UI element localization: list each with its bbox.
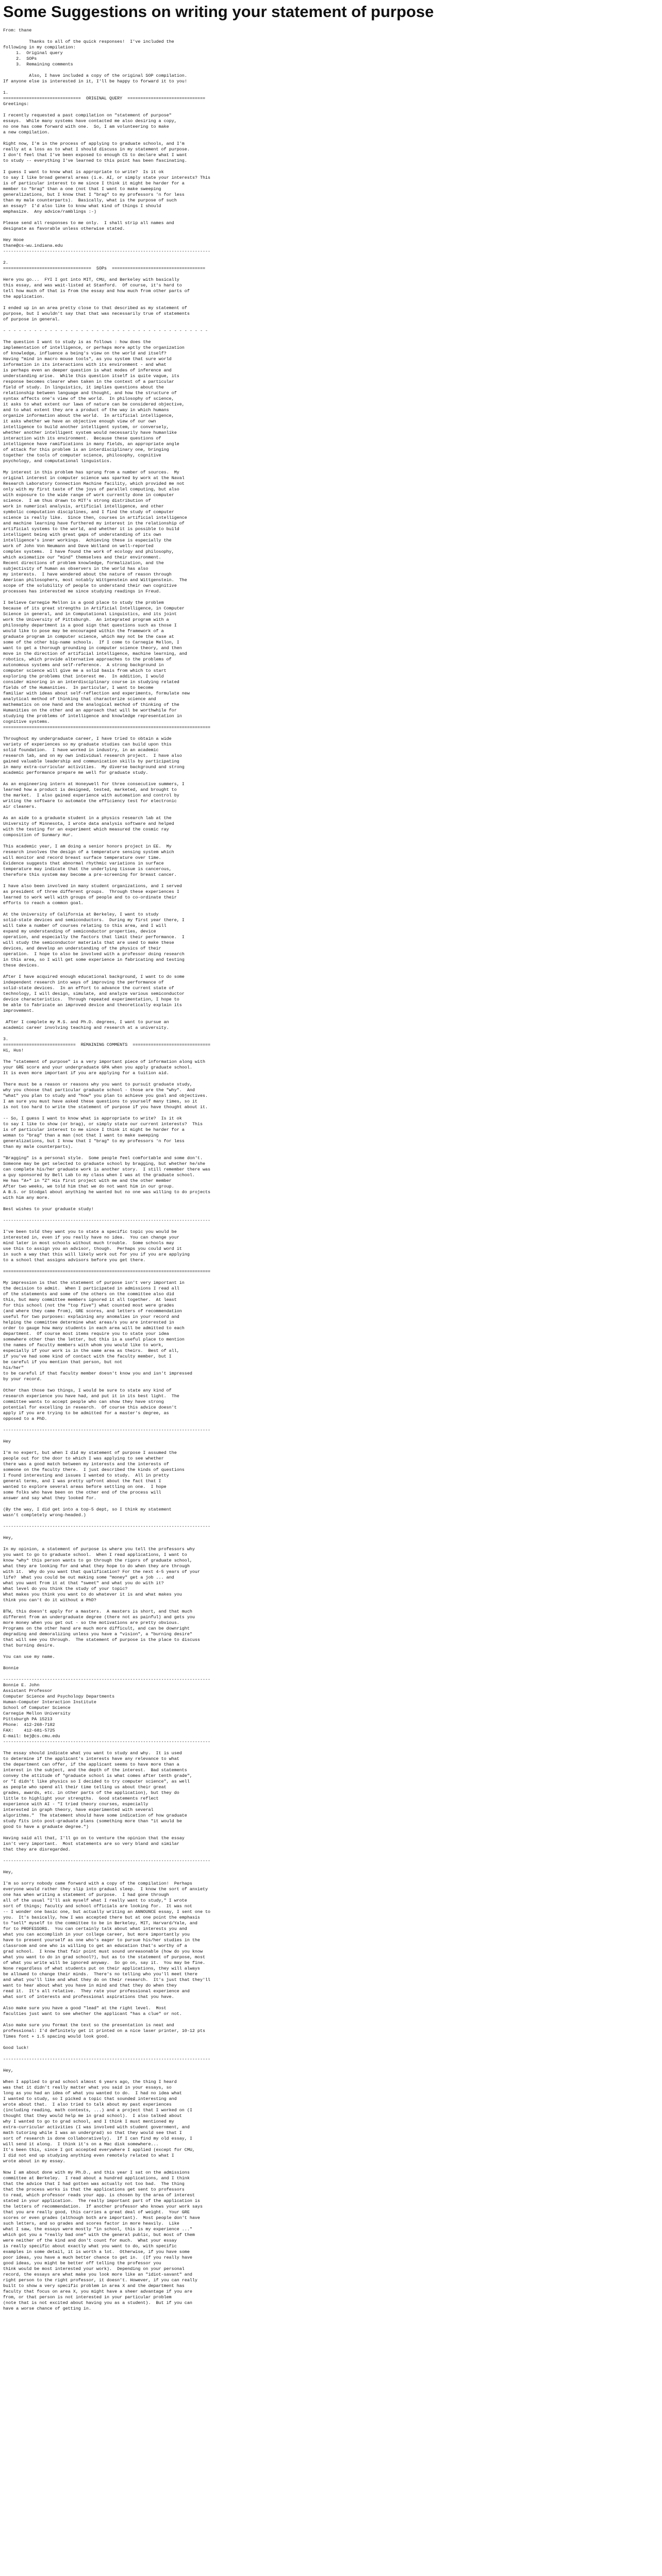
document-body-part-3: to be careful if that faculty member doesn't know you and isn't impressed by your record. Other than those two things, I would be sure to state any kind of research experience you have had, and put it in its best light. The committee wants to accept people who can show they have strong potential for excelling in research. Of course this advice doesn't apply if you are trying to be admitted for a master's degree, as opposed to a PhD. -------------------------------------------------------------------------------- Hey I'm no expert, but when I did my statement of purpose I assumed the people out for the door to which I was applying to see whether there was a good match between my interests and the interests of someone on the faculty there. I just described the kinds of questions I found interesting and issues I wanted to study. All in pretty general terms, and I was pretty upfront about the fact that I wanted to explore several areas before settling on one. I hope some folks who have been on the other end of the process will answer and say what they looked for. (By the way, I did get into a top-5 dept, so I think my statement wasn't completely wrong-headed.) -------------------------------------------------------------------------------- Hey, In my opinion, a statement of purpose is where you tell the professors why you want to go to graduate school. When I read applications, I want to know *why* this person wants to go through the rigors of graduate school, what they are looking for and what they hope to do when they are through with it. Why do you want that qualification? For the next 4-5 years of your life? What you could be out making some "money" get a job ... and what you want from it at that "sweet" and what you do with it? What level do you think the study of your topic? What makes you think you want to do whatever it is and what makes you think you can't do it without a PhD? BTW, this doesn't apply for a masters. A masters is short, and that much different from an undergraduate degree (there not as painful) and gets you more money when you get out - so the motivations are pretty obvious. Programs on the other hand are much more difficult, and can be downright degrading and demoralizing unless you have a "vision", a "burning desire" that will see you through. The statement of purpose is the place to discuss that burning desire. You can use my name. Bonnie -------------------------------------------------------------------------------- Bonnie E. John Assistant Professor Computer Science and Psychology Departments Human-Computer Interaction Institute School of Computer Science Carnegie Mellon University Pittsburgh PA 15213 Phone: 412-268-7182 FAX: 412-681-5725 E-mail: bej@cs.cmu.edu -------------------------------------------------------------------------------- The essay should indicate what you want to study and why. It is used to determine if the applicant's interests have any relevance to what the department can offer, if the applicant seems to have more than a interest in the subject, and the depth of the interest. Bad statements convey the attitude of "graduate school is what comes after tenth grade", or "I didn't like physics so I decided to try computer science", as well as people who spend all their time telling us about their great grades, awards, etc. in other parts of the application), but they do little to highlight your strengths. Good statements reflect experience with AI - "I tried theory courses, especially interested in graph theory, have experimented with several algorithms." The statement should have some indication of how graduate study fits into post-graduate plans (something more than "it would be good to have a graduate degree.") Having said all that, I'll go on to venture the opinion that the essay isn't very important. Most statements are so very bland and similar that they are disregarded. -------------------------------------------------------------------------------- Hey, I'm so sorry nobody came forward with a copy of the compilation! Perhaps everyone would rather they slip into gradual sleep. I know the sort of anxiety one has when writing a statement of purpose. I had gone through all of the usual "I'll ask myself what I really want to study," I wrote sort of things; faculty and school officials are looking for. It was not -- I wonder one basic one, but actually writing an ANNOUNCE essay, I sent one to you. It's basically, how I was accepted there but at one point the emphasis to "sell" myself to the committee to be in Berkeley, MIT, Harvard/Yale, and for to PROFESSORS. You can certainly talk about what interests you and what you can accomplish in your college career, but more importantly you have to present yourself as one who's eager to pursue his/her studies in the classroom and one who is willing to get an education that's worthy of a grad school. I know that fair point must sound unreasonable (how do you know what you want to do in grad school?), but as to the statement of purpose, most of what you write will be ignored anyway. So go on, say it. You may be fine. None regardless of what students put on their applications, they will always be allowed to change their minds. There's no telling who you'll meet there and what you'll like and what they do on their research. It's just that they'll want to hear about what you have in mind and that they do when they read it. It's all relative. They rate your professional experience and what sort of interests and professional aspirations that you have. Also make sure you have a good "lead" at the right level. Most faculties just want to see whether the applicant "has a clue" or not. Also make sure you format the text so the presentation is neat and professional: I'd definitely get it printed on a nice laser printer, 10-12 pts Times font + 1.5 spacing would look good. Good luck! -------------------------------------------------------------------------------- Hey, When I applied to grad school almost 6 years ago, the thing I heard was that it didn't really matter what you said in your essays, so long as you had an idea of what you wanted to do. I had no idea what I wanted to study, so I picked a topic that sounded interesting and wrote about that. I also tried to talk about my past experiences (including reading, math contests, ...) and a project that I worked on (I thought that they would help me in grad school). I also talked about why I wanted to go to grad school, and I think I must mentioned my extra-curricular activities (I was involved with student government, and math tutoring while I was an undergrad) so that they would see that I sort of research is done collaboratively). If I can find my old essay, I will send it along. I think it's on a Mac disk somewhere... It's been this, since I got accepted everywhere I applied (except for CMU, I did not end up studying anything even remotely related to what I wrote about in my essay. Now I am about done with my Ph.D., and this year I sat on the admissions committee at Berkeley. I read about a hundred applications, and I think that the advice that I had gotten was actually not too bad. The thing that the process works is that the applications get sent to professors to read, which professor reads your app. is chosen by the area of interest stated in your application. The really important part of the application is the letters of recommendation. If another professor who knows your work says that you are really good, this carries a great deal of weight. Your GRE scores or even grades (although both are important). Most people don't have such letters, and so grades and scores factor in more heavily. Like what I saw, the essays were mostly "in school, this is my experience ..." which got you a "really bad one" with the general public, but most of them were neither of the kind and don't count for much. What your essay is really specific about exactly what you want to do, with specific examples in some detail, it is worth a lot. Otherwise, if you have some poor ideas, you have a much better chance to get in. (If you really have good ideas, you might be better off telling the professor you think would be most interested your work). Depending on your personal record, the essays are what make you look more like an "idiot-savant" and right person to the right professor, it doesn't. However, if you can really built to show a very specific problem in area X and the department has faculty that focus on area X, you might have a sheer advantage if you are from, or that person is not interested in your particular problem (note that is not excited about having you as a student). But if you can have a worse chance of getting in. — [3, 1371, 211, 2311]
document-title: Some Suggestions on writing your statement of purpose — [3, 3, 434, 21]
document-body-part-1: From: thane Thanks to all of the quick responses! I've included the following in my compilation: 1. Original query 2. SOPs 3. Remaining comments Also, I have included a copy of the original SOP compilation. If anyone else is interested in it, I'll be happy to forward it to you! 1. ============================== ORIGINAL QUERY ============================== Greetings: I recently requested a past compilation on "statement of purpose" essays. While many systems have contacted me also desiring a copy, no one has come forward with one. So, I am volunteering to make a new compilation. Right now, I'm in the process of applying to graduate schools, and I'm really at a loss as to what I should discuss in my statement of purpose. I don't feel that I've been exposed to enough CS to declare what I want to study -- everything I've learned to this point has been fascinating. I guess I want to know what is appropriate to write? Is it ok to say I like broad general areas (i.e. AI, or simply state your interests? This is of particular interest to me since I think it might be harder for a member to "brag" than a one (not that I want to make sweeping generalizations, but I know that I "brag" to my professors 'n for less than my male counterparts). Basically, what is the purpose of such an essay? I'd also like to know what kind of things I should emphasize. Any advice/ramblings :-) Please send all responses to me only. I shall strip all names and designate as favorable unless otherwise stated. Hey Hooe thane@cs-wu.indiana.edu -------------------------------------------------------------------------------- 2. ================================== SOPs ==================================== Here you go... FYI I got into MIT, CMU, and Berkeley with basically this essay, and was wait-listed at Stanford. Of course, it's hard to tell how much of that is from the essay and how much from other parts of the application. I ended up in an area pretty close to that described as my statement of purpose, but I wouldn't say that that was necessarily true of statements of purpose in general. - - - - - - - - - - - - - - - - - - - - - - - - - - - - - - - - - - - - - - - - The question I want to study is as follows : how does the implementation of intelligence, or perhaps more aptly the organization of knowledge, influence a being's view on the world and itself? Having "mind in macro mouse tools", as you system that sure world information in its interactions with its environment - and what is perhaps even an deeper question is what modes of inference and understanding arise. While this question itself is quite vague, its response becomes clearer when taken in the context of a particular field of study. In linguistics, it implies questions about the relationship between language and thought, and how the structure of syntax affects one's view of the world. In philosophy of science, it asks to what extent our laws of nature can be considered objective, and to what extent they are a product of the way in which humans organize information about the world. In artificial intelligence, it asks whether we have an objective enough view of our own intelligence to build another intelligent system, or conversely, whether another intelligent system would necessarily have humanlike interaction with its environment. Because these questions of intelligence have ramifications in many fields, an appropriate angle of attack for this problem is an interdisciplinary one, bringing together the tools of computer science, philosophy, cognitive psychology, and computational linguistics. My interest in this problem has sprung from a number of sources. My original interest in computer science was sparked by work at the Naval Research Laboratory Connection Machine facility, which provided me not only with my first taste of the joys of parallel computing, but also with exposure to the wide range of work currently done in computer science. I am thus drawn to MIT's strong distribution of work in numerical analysis, artificial intelligence, and other symbolic computation disciplines, and I find the study of computer science is really like. Since then, courses in artificial intelligence and machine learning have furthered my interest in the relationship of artificial systems to the world, and whether it is possible to build intelligent being with great gaps of understanding of its own intelligence's inner workings. Achieving these is especially the work of John Von Neumann and Dave Wolland on well-reported complex systems. I have found the work of ecology and philosophy, which axiomatize our "mind" themselves and their environment. Recent directions of problem knowledge, formalization, and the subjectivity of human as observers in the world has also my interests. I have wondered about the nature of reason through American philosophers, most notably Wittgenstein and Wittgenstein. The scope of the solubility of people to understand their own cognitive processes has interested me since studying readings in Freud. I believe Carnegie Mellon is a good place to study the problem because of its great strengths in Artificial Intelligence, in Computer Science in general, and in Computational Linguistics, and its joint work the University of Pittsburgh. An integrated program with a philosophy department is a good sign that questions such as those I would like to pose may be encouraged within the framework of a graduate program in computer science, which may not be the case at some of the other big-name schools. If I come to Carnegie Mellon, I want to get a thorough grounding in computer science theory, and then move in the direction of artificial intelligence, machine learning, and robotics, which provide alternative approaches to the problems of autonomous systems and self-reference. A strong background in computer science will give me a solid basis from which to start exploring the problems that interest me. In addition, I would consider minoring in an interdisciplinary course in studying related fields of the Humanities. In particular, I want to become familiar with ideas about self-reflection and experiments, formulate new analytical method of thinking that characterize science and mathematics on one hand and the analogical method of thinking of the Humanities on the other and an approach that will be worthwhile for studying the problems of intelligence and knowledge representation in cognitive systems. — [3, 28, 211, 724]
document-body-part-2: ================================================================================ Throughout my undergraduate career, I have tried to obtain a wide variety of experiences so my graduate studies can build upon this solid foundation. I have worked in industry, in an academic research lab, and on my own individual research project. I have also gained valuable leadership and communication skills by participating in many extra-curricular activities. My diverse background and strong academic performance prepare me well for graduate study. As an engineering intern at Honeywell for three consecutive summers, I learned how a product is designed, tested, marketed, and brought to the market. I also gained experience with automation and control by writing the software to automate the efficiency test for electronic air cleaners. As an aide to a graduate student in a physics research lab at the University of Minnesota, I wrote data analysis software and helped with the testing for an experiment which measured the cosmic ray composition of Sunmary Hur. This academic year, I am doing a senior honors project in EE. My research involves the design of a temperature sensing system which will monitor and record breast surface temperature over time. Evidence suggests that abnormal rhythmic variations in surface temperature may indicate that the underlying tissue is cancerous, therefore this system may become a pre-screening for breast cancer. I have also been involved in many student organizations, and I served as president of three different groups. Through these experiences I learned to work well with groups of people and to co-ordinate their efforts to reach a common goal. At the University of California at Berkeley, I want to study solid-state devices and semiconductors. During my first year there, I will take a number of courses relating to this area, and I will expand my understanding of semiconductor properties, device operation, and especially the factors that limit their performance. I will study the semiconductor materials that are used to make these devices, and develop an understanding of the physics of their operation. I hope to also be involved with a professor doing research in this area, so I will get some experience in fabricating and testing these devices. After I have acquired enough educational background, I want to do some independent research into ways of improving the performance of solid-state devices. In an effort to advance the current state of technology, I will design, simulate, and analyze various semiconductor device characteristics. Through repeated experimentation, I hope to be able to fabricate an improved device and theoretically explain its improvement. After I complete my M.S. and Ph.D. degrees, I want to pursue an academic career involving teaching and research at a university. 3. ============================ REMAINING COMMENTS ============================== Hi, Hus! The "statement of purpose" is a very important piece of information along with your GRE score and your undergraduate GPA when you apply graduate school. It is even more important if you are applying for a tuition aid. There must be a reason or reasons why you want to pursuit graduate study, why you choose that particular graduate school - those are the "why". And "what" you plan to study and "how" you plan to achieve you goal and objectives. I am sure you must have asked these questions to yourself many times, so it is not too hard to write the statement of purpose if you have thought about it. -- So, I guess I want to know what is appropriate to write? Is it ok to say I like to show (or brag), or simply state our current interests? This is of particular interest to me since I think it might be harder for a woman to "brag" than a man (not that I want to make sweeping generalizations, but I know that I "brag" to my professors 'n for less than my male counterparts). "Bragging" is a personal style. Some people feel comfortable and some don't. Someone may be get selected to graduate school by bragging, but whether he/she can complete his/her graduate work is another story. I still remember there was a guy sponsored by Bell Lab to my class when I was at the graduate school. He has "A+" in "Z" His first project with me and the other member After two weeks, we told him that we do not want him in our group. A B.S. or Stodgal about anything he wanted but no one was willing to do projects with him any more. Best wishes to your graduate study! -------------------------------------------------------------------------------- I've been told they want you to state a specific topic you would be interested in, even if you really have no idea. You can change your mind later in most schools without much trouble. Some schools may use this to assign you an advisor, though. Perhaps you could word it in such a way that this will likely work out for you if you are applying to a school that assigns advisors before you get there. ================================================================================ My impression is that the statement of purpose isn't very important in the decision to admit. When I participated in admissions I read all of the statements and some of the others on the committee also did this, but many committee members ignored it all together. At least for this school (not the "top five") what counted most were grades (and where they came from), GRE scores, and letters of recommendation useful for two purposes: explaining any anomalies in your record and helping the committee determine what areas/s you are interested in order to gauge how many students in each area will be admitted to each department. Of course most items require you to state your idea somewhere other than the letter, but this is a useful place to mention the names of faculty members with whom you would like to work, especially if your work is in the same area as theirs. Best of all, if you've had some kind of contact with the faculty member, but I be careful if you mention that person, but not his/her" — [3, 725, 211, 1370]
